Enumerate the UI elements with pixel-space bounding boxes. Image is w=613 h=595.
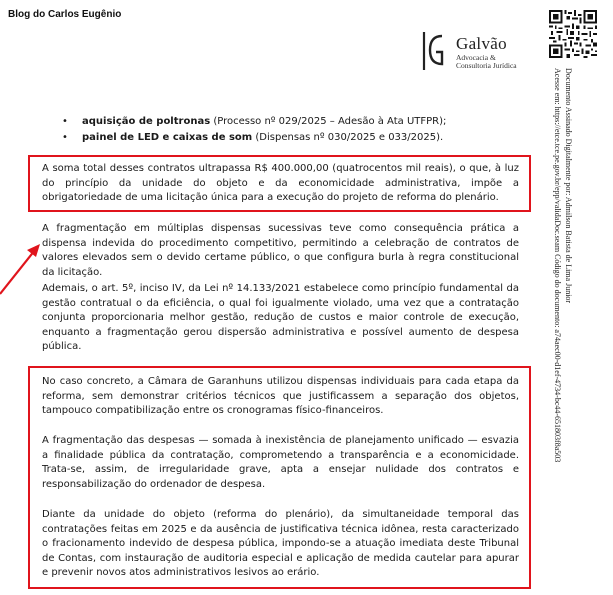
digital-signature-stamp <box>551 68 575 508</box>
paragraph-fragmentation <box>42 222 519 280</box>
list-item <box>62 114 446 130</box>
paragraph-text: Ademais, o art. 5º, inciso IV, da Lei nº 14.133/2021 estabelece como princípio fundamental da gestão contratual o da eficiência, o qual foi igualmente violado, uma vez que a contratação conjunta proporcionaria melhor gestão, redução de custos e maior controle de execução, enquanto a fragmentação gerou dispersão administrativa e possível aumento de despesa pública. <box>42 283 519 352</box>
blog-label: Blog do Carlos Eugênio <box>8 9 122 20</box>
logo-subtitle-line-2: Consultoria Jurídica <box>456 61 517 70</box>
bullet-bold: painel de LED e caixas de som <box>82 132 253 143</box>
highlight-box-top <box>28 155 531 212</box>
list-item <box>62 130 446 146</box>
signature-line-1: Documento Assinado Digitalmente por: Admilson Batista de Lima Junior <box>564 68 573 304</box>
red-arrow-icon <box>0 240 44 296</box>
paragraph-text: A soma total desses contratos ultrapassa R$ 400.000,00 (quatrocentos mil reais), o que, à luz do princípio da unidade do objeto e da economicidade administrativa, impõe a obrigatoriedade de uma licitação única para a execução do projeto de reforma do plenário. <box>42 163 519 203</box>
bullet-bold: aquisição de poltronas <box>82 116 211 127</box>
paragraph-text: A fragmentação das despesas — somada à inexistência de planejamento unificado — esvazia a finalidade pública da contratação, comprometendo a transparência e a economicidade. Trata-se, assim, de irregularidade grave, apta a ensejar nulidade dos contratos e responsabilização do ordenador de despesa. <box>42 435 519 490</box>
bullet-rest: (Processo nº 029/2025 – Adesão à Ata UTFPR); <box>210 116 447 127</box>
qr-code-icon <box>549 10 597 58</box>
paragraph-text: No caso concreto, a Câmara de Garanhuns utilizou dispensas individuais para cada etapa da reforma, sem demonstrar critérios técnicos que justificassem a separação dos objetos, tampouco compatibilização entre os cronogramas físico-financeiros. <box>42 376 519 416</box>
paragraph-text: A fragmentação em múltiplas dispensas sucessivas teve como consequência prática a dispensa indevida do procedimento competitivo, permitindo a celebração de contratos de valores elevados sem o devido certame público, o que configura burla à regra constitucional da licitação. <box>42 223 519 278</box>
bullet-list <box>62 114 446 146</box>
signature-line-2: Acesse em: https://etce.tce.pe.gov.br/epp/validaDoc.seam Código do documento: a74aec00-d1ef-4734-bc44-651803f8a503 <box>553 68 562 463</box>
logo-name: Galvão <box>456 34 507 53</box>
galvao-logo <box>422 30 540 74</box>
logo-subtitle-line-1: Advocacia & <box>456 53 496 62</box>
paragraph-efficiency <box>42 282 519 355</box>
bullet-rest: (Dispensas nº 030/2025 e 033/2025). <box>252 132 444 143</box>
galvao-logo-icon <box>422 30 450 72</box>
logo-subtitle <box>456 54 517 70</box>
highlight-box-bottom <box>28 366 531 589</box>
paragraph-text: Diante da unidade do objeto (reforma do plenário), da simultaneidade temporal das contratações feitas em 2025 e da ausência de justificativa técnica idônea, resta caracterizado o fracionamento indevido de despesa pública, impondo-se a atuação imediata deste Tribunal de Contas, com instauração de auditoria especial e aplicação de medida cautelar para apurar e prevenir novos atos administrativos lesivos ao erário. <box>42 509 519 578</box>
